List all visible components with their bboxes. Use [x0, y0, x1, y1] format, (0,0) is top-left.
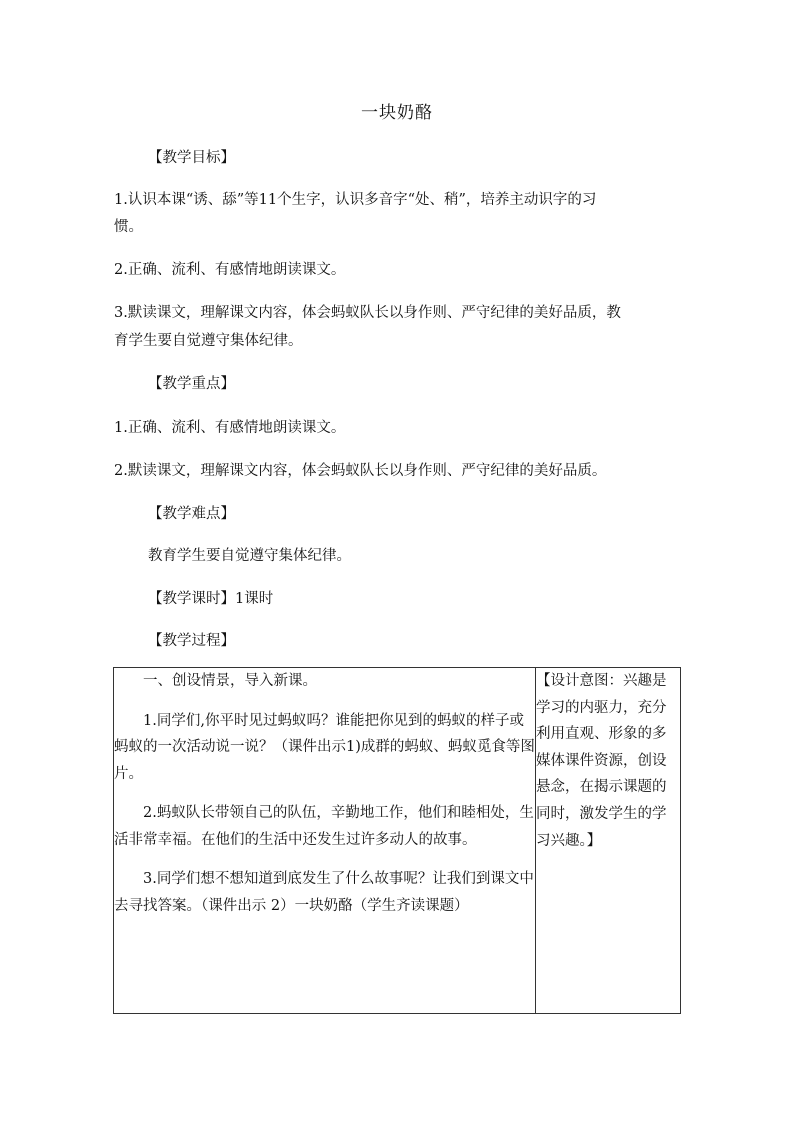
- objectives-heading: 【教学目标】: [148, 150, 235, 166]
- lesson-hours: 【教学课时】1课时: [148, 591, 274, 607]
- lesson-process-table: [113, 667, 681, 1014]
- step-paragraph: 1.同学们,你平时见过蚂蚁吗？谁能把你见到的蚂蚁的样子或蚂蚁的一次活动说一说？（课件出示1)成群的蚂蚁、蚂蚁觅食等图片。: [114, 712, 535, 782]
- step-paragraph: 2.蚂蚁队长带领自己的队伍，辛勤地工作，他们和睦相处，生活非常幸福。在他们的生活中还发生过许多动人的故事。: [114, 805, 534, 848]
- step-paragraph: 3.同学们想不想知道到底发生了什么故事呢？让我们到课文中去寻找答案。（课件出示 2）一块奶酪（学生齐读课题）: [114, 871, 534, 914]
- design-intent-cell: [536, 668, 681, 1014]
- objective-line: 1.认识本课“诱、舔”等11个生字，认识多音字“处、稍”，培养主动识字的习: [114, 192, 597, 208]
- difficulties-text: 教育学生要自觉遵守集体纪律。: [148, 548, 351, 564]
- objective-line: 育学生要自觉遵守集体纪律。: [114, 333, 303, 349]
- objective-line: 2.正确、流利、有感情地朗读课文。: [114, 262, 346, 278]
- keypoints-heading: 【教学重点】: [148, 376, 235, 392]
- design-intent-text: 【设计意图：兴趣是学习的内驱力，充分利用直观、形象的多媒体课件资源，创设悬念，在揭示课题的同时，激发学生的学习兴趣。】: [536, 673, 667, 849]
- process-heading: 【教学过程】: [148, 633, 235, 649]
- objective-line: 惯。: [114, 219, 143, 235]
- keypoint-line: 1.正确、流利、有感情地朗读课文。: [114, 420, 346, 436]
- step-paragraph: 一、创设情景，导入新课。: [143, 673, 317, 689]
- keypoint-line: 2.默读课文，理解课文内容，体会蚂蚁队长以身作则、严守纪律的美好品质。: [114, 463, 607, 479]
- document-title: 一块奶酪: [361, 103, 433, 123]
- process-steps-cell: [114, 668, 536, 1014]
- difficulties-heading: 【教学难点】: [148, 506, 235, 522]
- objective-line: 3.默读课文，理解课文内容，体会蚂蚁队长以身作则、严守纪律的美好品质，教: [114, 305, 621, 321]
